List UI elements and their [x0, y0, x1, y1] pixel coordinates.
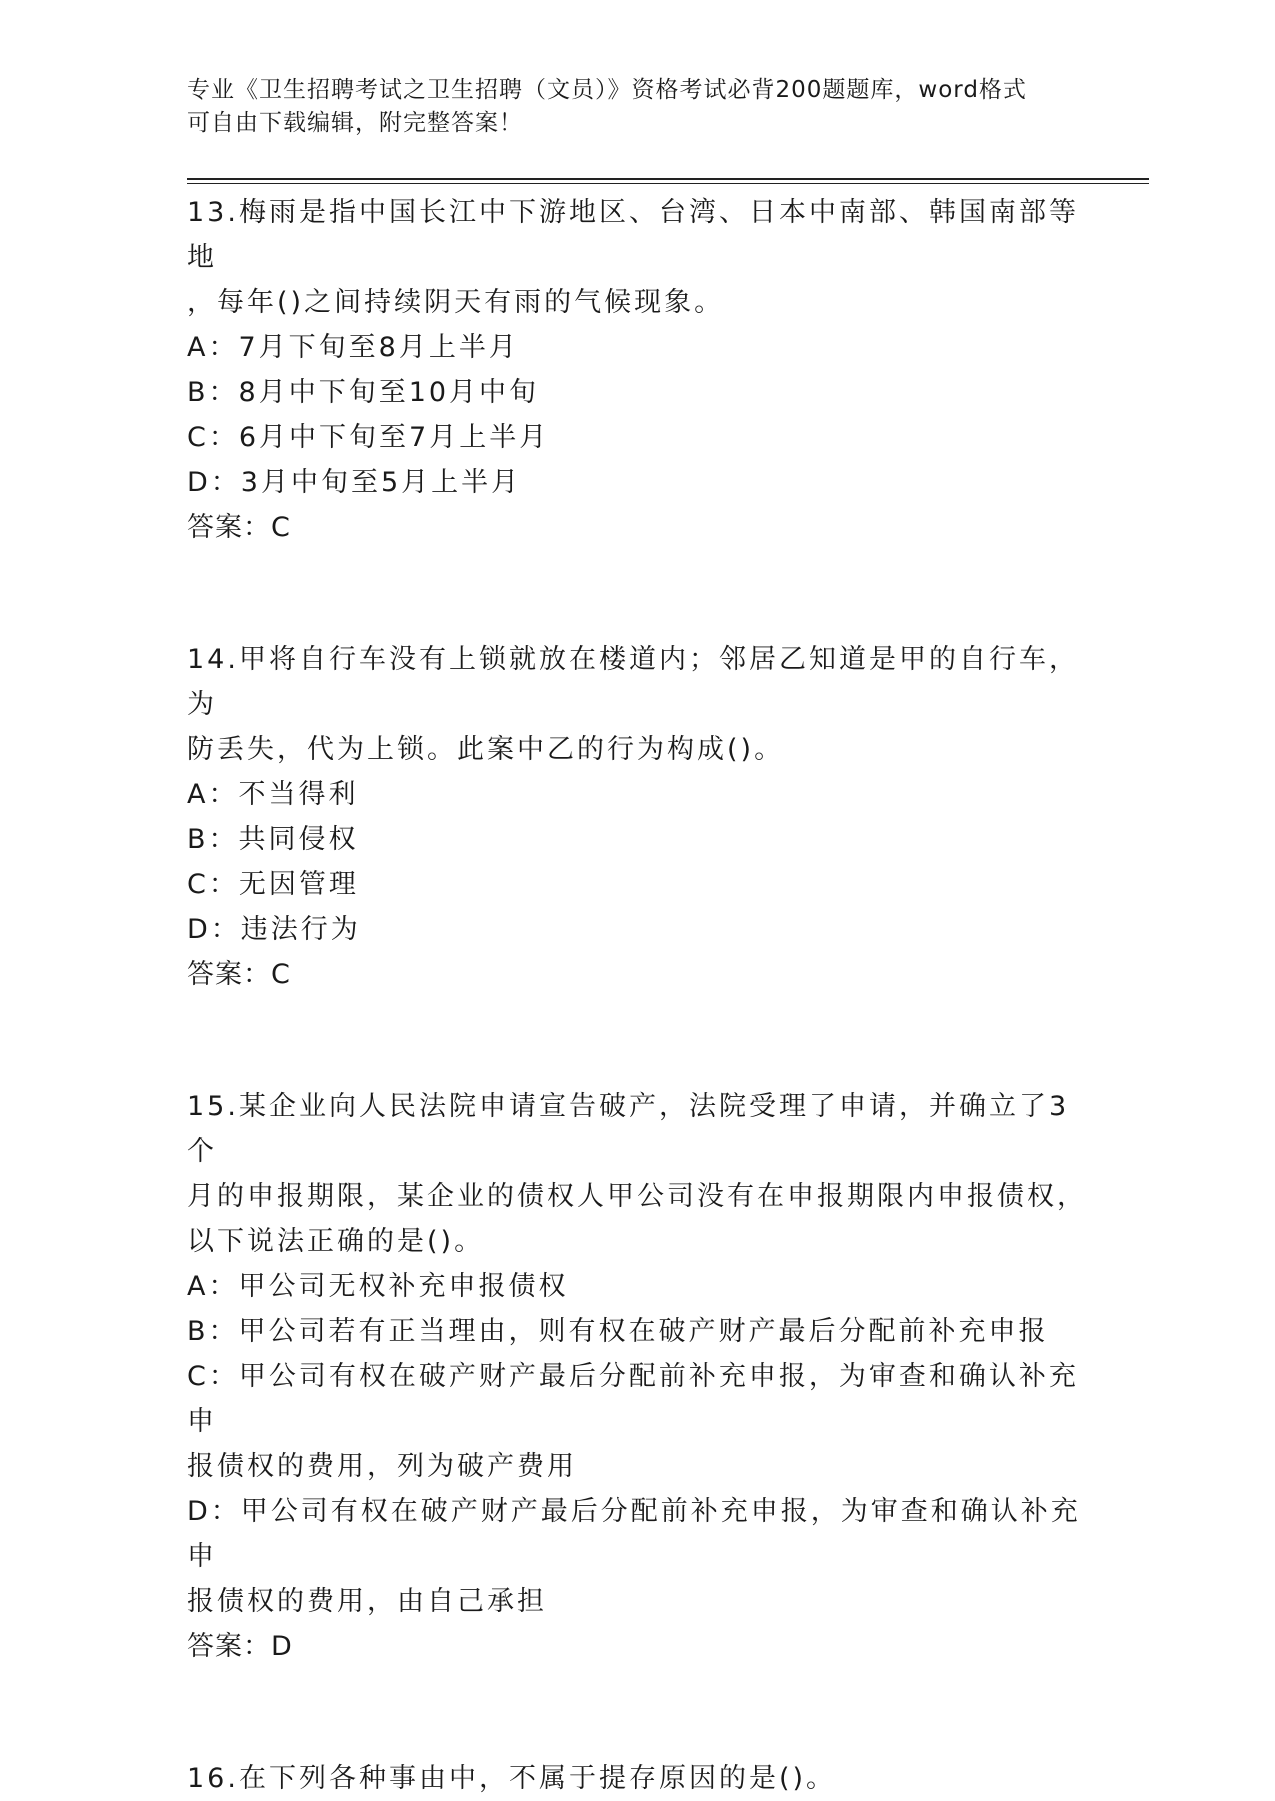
question-14-option-b: B：共同侵权 [187, 824, 359, 855]
question-13-option-b: B：8月中下旬至10月中旬 [187, 377, 540, 408]
question-13-option-c: C：6月中下旬至7月上半月 [187, 422, 550, 453]
question-16-stem-line-1: 16.在下列各种事由中，不属于提存原因的是()。 [187, 1763, 837, 1794]
header-rule-thin [187, 183, 1149, 184]
question-15-option-c-line-2: 报债权的费用，列为破产费用 [187, 1451, 577, 1482]
question-15-option-a: A：甲公司无权补充申报债权 [187, 1271, 569, 1302]
question-16 [187, 1756, 1087, 1801]
question-14-option-a: A：不当得利 [187, 779, 359, 810]
header-line-2: 可自由下载编辑，附完整答案！ [187, 110, 523, 136]
question-13-stem-line-1: 13.梅雨是指中国长江中下游地区、台湾、日本中南部、韩国南部等地 [187, 197, 1079, 273]
question-13 [187, 190, 1087, 550]
question-14-option-d: D：违法行为 [187, 914, 361, 945]
header-rule-thick [187, 178, 1149, 180]
document-header [187, 74, 1067, 140]
question-15-option-d-line-2: 报债权的费用，由自己承担 [187, 1586, 547, 1617]
question-14-stem-line-1: 14.甲将自行车没有上锁就放在楼道内；邻居乙知道是甲的自行车，为 [187, 644, 1079, 720]
question-15-option-d-line-1: D：甲公司有权在破产财产最后分配前补充申报，为审查和确认补充申 [187, 1496, 1081, 1572]
header-line-1: 专业《卫生招聘考试之卫生招聘（文员）》资格考试必背200题题库，word格式 [187, 77, 1027, 103]
question-15 [187, 1084, 1087, 1669]
question-13-option-a: A：7月下旬至8月上半月 [187, 332, 519, 363]
question-14-answer: 答案：C [187, 959, 291, 990]
question-15-option-c-line-1: C：甲公司有权在破产财产最后分配前补充申报，为审查和确认补充申 [187, 1361, 1079, 1437]
question-14 [187, 637, 1087, 997]
question-list [187, 190, 1087, 1801]
question-15-stem-line-3: 以下说法正确的是()。 [187, 1226, 485, 1257]
question-15-option-b: B：甲公司若有正当理由，则有权在破产财产最后分配前补充申报 [187, 1316, 1049, 1347]
question-14-option-c: C：无因管理 [187, 869, 359, 900]
question-15-stem-line-1: 15.某企业向人民法院申请宣告破产，法院受理了申请，并确立了3个 [187, 1091, 1070, 1167]
question-14-stem-line-2: 防丢失，代为上锁。此案中乙的行为构成()。 [187, 734, 785, 765]
question-13-stem-line-2: ，每年()之间持续阴天有雨的气候现象。 [187, 287, 725, 318]
question-13-answer: 答案：C [187, 512, 291, 543]
question-15-stem-line-2: 月的申报期限，某企业的债权人甲公司没有在申报期限内申报债权， [187, 1181, 1087, 1212]
question-13-option-d: D：3月中旬至5月上半月 [187, 467, 522, 498]
question-15-answer: 答案：D [187, 1631, 293, 1662]
